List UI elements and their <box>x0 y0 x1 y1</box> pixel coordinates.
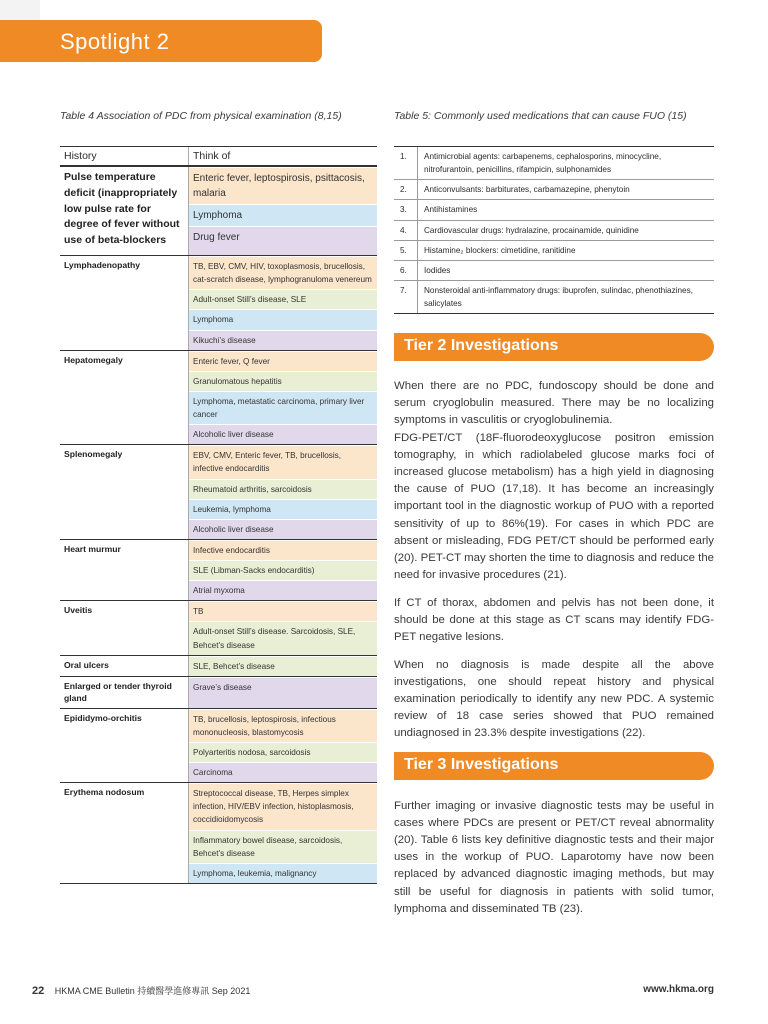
table4-row <box>60 350 377 445</box>
table4-finding: Enlarged or tender thyroid gland <box>60 677 189 708</box>
table4-cause: Carcinoma <box>189 762 377 782</box>
tier2-paragraph-2: FDG-PET/CT (18F-fluorodeoxyglucose positron emission tomography, in which radiolabeled glucose marks foci of increased glucose metabolism) has a high yield in diagnosing the cause of PUO (17,18). It has become an increasingly important tool in the diagnostic workup of PUO with a reported sensitivity of up to 86%(19). For cases in which PDC are absent or misleading, FDG PET/CT should be performed early (20). PET-CT may shorten the time to diagnosis and reduce the need for invasive procedures (21). <box>394 432 714 581</box>
tier2-heading: Tier 2 Investigations <box>404 337 559 354</box>
table5-row-number: 3. <box>394 200 418 219</box>
tier2-paragraph-3: If CT of thorax, abdomen and pelvis has not been done, it should be done at this stage as CT scans may identify FDG-PET negative lesions. <box>394 597 714 644</box>
table4-cause: Alcoholic liver disease <box>189 424 377 444</box>
table4-cause: Drug fever <box>189 226 377 255</box>
table4-cause: Rheumatoid arthritis, sarcoidosis <box>189 479 377 499</box>
table4-cause: Inflammatory bowel disease, sarcoidosis, Behcet’s disease <box>189 830 377 863</box>
table4-cause: TB <box>189 601 377 621</box>
table4-cause: Kikuchi’s disease <box>189 330 377 350</box>
website-link[interactable]: www.hkma.org <box>643 984 714 995</box>
table5-row-number: 1. <box>394 147 418 179</box>
table4-finding: Epididymo-orchitis <box>60 709 189 783</box>
table4 <box>60 146 377 884</box>
table4-cause: Polyarteritis nodosa, sarcoidosis <box>189 742 377 762</box>
table4-row <box>60 444 377 539</box>
tier2-paragraph-1: When there are no PDC, fundoscopy should be done and serum cryoglobulin measured. There may be no localizing symptoms in vasculitis or cryoglobulinemia. <box>394 380 714 427</box>
table4-finding: Hepatomegaly <box>60 351 189 445</box>
section-tab <box>0 20 322 62</box>
table5-row-number: 5. <box>394 241 418 260</box>
table4-cause: Enteric fever, Q fever <box>189 351 377 371</box>
table5-row <box>394 220 714 240</box>
page-number: 22 <box>32 985 45 997</box>
table5 <box>394 146 714 314</box>
table5-row-text: Antimicrobial agents: carbapenems, cephalosporins, minocycline, nitrofurantoin, penicillins, rifampicin, sulphonamides <box>424 152 662 175</box>
table5-row-number: 2. <box>394 180 418 199</box>
table5-row-text: Cardiovascular drugs: hydralazine, procainamide, quinidine <box>424 225 639 235</box>
table4-finding: Uveitis <box>60 601 189 654</box>
table5-row-text: Iodides <box>424 265 451 275</box>
table4-cause: Lymphoma, metastatic carcinoma, primary liver cancer <box>189 391 377 424</box>
table4-finding: Heart murmur <box>60 540 189 600</box>
table5-row-text: Nonsteroidal anti-inflammatory drugs: ibuprofen, sulindac, phenothiazines, salicylates <box>424 285 693 308</box>
table4-row <box>60 600 377 654</box>
page-edge-decoration <box>0 0 40 20</box>
table4-finding: Oral ulcers <box>60 656 189 676</box>
table4-cause: Lymphoma <box>189 309 377 329</box>
table4-cause: Adult-onset Still’s disease. Sarcoidosis, SLE, Behcet’s disease <box>189 621 377 654</box>
table4-row <box>60 782 377 883</box>
table4-cause: TB, EBV, CMV, HIV, toxoplasmosis, brucellosis, cat-scratch disease, lymphogranuloma venereum <box>189 256 377 289</box>
table5-row-text: Anticonvulsants: barbiturates, carbamazepine, phenytoin <box>424 185 630 195</box>
tier3-heading: Tier 3 Investigations <box>404 756 559 773</box>
table5-row <box>394 199 714 219</box>
table5-row-number: 7. <box>394 281 418 313</box>
tier2-heading-bar <box>394 333 714 361</box>
table4-cause: Grave’s disease <box>189 677 377 708</box>
table4-cause: Granulomatous hepatitis <box>189 371 377 391</box>
table4-cause: Enteric fever, leptospirosis, psittacosis, malaria <box>189 167 377 204</box>
table5-row <box>394 280 714 313</box>
table5-caption: Table 5: Commonly used medications that can cause FUO (15) <box>394 110 687 122</box>
table4-finding: Splenomegaly <box>60 445 189 539</box>
table4-header-history: History <box>60 147 189 165</box>
table4-cause: SLE, Behcet’s disease <box>189 656 377 676</box>
table4-finding: Lymphadenopathy <box>60 256 189 350</box>
table4-cause: Adult-onset Still’s disease, SLE <box>189 289 377 309</box>
table5-row-text: Histamine₂ blockers: cimetidine, ranitidine <box>424 245 576 255</box>
tier3-heading-bar <box>394 752 714 780</box>
table5-row <box>394 147 714 179</box>
table4-cause: Lymphoma, leukemia, malignancy <box>189 863 377 883</box>
footer-publication-info <box>32 984 250 997</box>
table4-cause: TB, brucellosis, leptospirosis, infectious mononucleosis, blastomycosis <box>189 709 377 742</box>
table5-row-number: 4. <box>394 221 418 240</box>
table5-row-text: Antihistamines <box>424 205 478 215</box>
table4-header-think-of: Think of <box>193 150 231 162</box>
table4-cause: SLE (Libman-Sacks endocarditis) <box>189 560 377 580</box>
table4-row <box>60 708 377 783</box>
table5-row <box>394 240 714 260</box>
table4-caption: Table 4 Association of PDC from physical examination (8,15) <box>60 110 342 122</box>
table5-row <box>394 179 714 199</box>
table4-cause: Leukemia, lymphoma <box>189 499 377 519</box>
table4-cause: Infective endocarditis <box>189 540 377 560</box>
table4-row <box>60 676 377 708</box>
table4-row <box>60 255 377 350</box>
tier2-paragraph-4: When no diagnosis is made despite all the above investigations, one should repeat history and physical examination periodically to identify any new PDC. A systemic review of 18 case series showed that PUO remained undiagnosed in 23.3% despite investigations (22). <box>394 659 714 740</box>
section-label: Spotlight 2 <box>60 29 170 54</box>
tier3-paragraph-1: Further imaging or invasive diagnostic tests may be useful in cases where PDCs are present or PET/CT reveal abnormality (20). Table 6 lists key definitive diagnostic tests and their major uses in the workup of PUO. Laparotomy have now been replaced by advanced diagnostic imaging methods, but may still be useful for diagnosis in patients with solid tumor, lymphoma and disseminated TB (23). <box>394 800 714 915</box>
table4-finding: Pulse temperature deficit (inappropriately low pulse rate for degree of fever without use of beta-blockers <box>60 167 189 255</box>
table4-header-row <box>60 147 377 166</box>
publication-name: HKMA CME Bulletin 持續醫學進修專訊 Sep 2021 <box>54 986 251 996</box>
table5-row-number: 6. <box>394 261 418 280</box>
table4-row <box>60 655 377 676</box>
table4-cause: Alcoholic liver disease <box>189 519 377 539</box>
table4-cause: Lymphoma <box>189 204 377 226</box>
table4-row <box>60 539 377 600</box>
table5-row <box>394 260 714 280</box>
table4-cause: EBV, CMV, Enteric fever, TB, brucellosis, infective endocarditis <box>189 445 377 478</box>
table4-finding: Erythema nodosum <box>60 783 189 883</box>
table4-cause: Streptococcal disease, TB, Herpes simplex infection, HIV/EBV infection, histoplasmosis, coccidioidomycosis <box>189 783 377 829</box>
table4-cause: Atrial myxoma <box>189 580 377 600</box>
table4-row <box>60 166 377 255</box>
